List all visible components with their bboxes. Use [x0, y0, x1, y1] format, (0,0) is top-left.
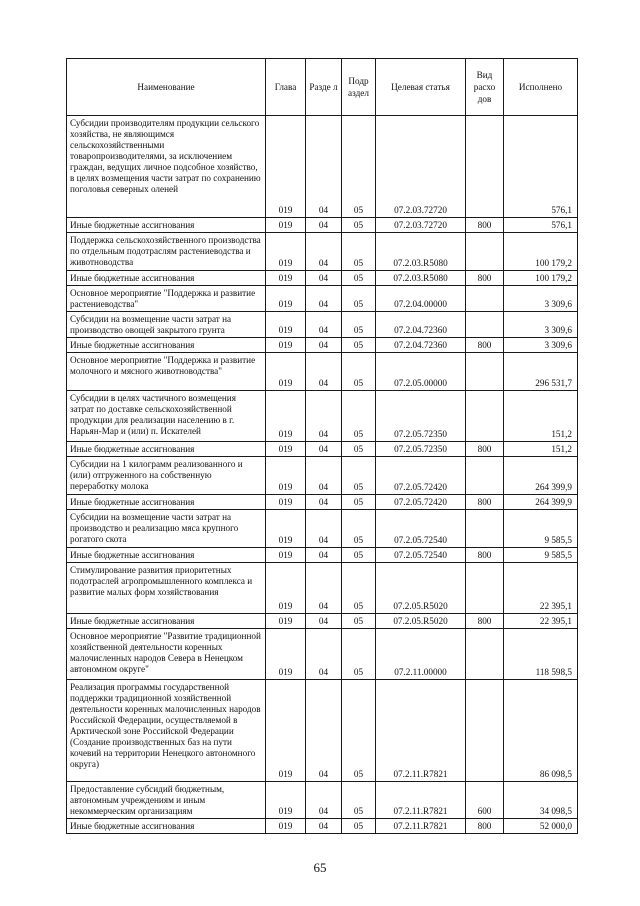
cell-subsection: 05 — [342, 312, 376, 338]
cell-chapter: 019 — [266, 782, 306, 819]
header-executed: Исполнено — [504, 59, 578, 116]
cell-subsection: 05 — [342, 782, 376, 819]
header-target: Целевая статья — [376, 59, 466, 116]
cell-name: Основное мероприятие "Поддержка и развитие растениеводства" — [67, 286, 266, 312]
cell-target: 07.2.05.72420 — [376, 457, 466, 495]
cell-target: 07.2.05.72350 — [376, 442, 466, 457]
cell-name: Иные бюджетные ассигнования — [67, 442, 266, 457]
cell-executed: 52 000,0 — [504, 819, 578, 834]
cell-target: 07.2.05.R5020 — [376, 614, 466, 629]
cell-section: 04 — [306, 782, 342, 819]
cell-name: Иные бюджетные ассигнования — [67, 614, 266, 629]
cell-subsection: 05 — [342, 218, 376, 233]
cell-chapter: 019 — [266, 353, 306, 391]
table-row — [67, 233, 578, 271]
cell-expense-type — [466, 286, 504, 312]
cell-chapter: 019 — [266, 312, 306, 338]
table-header-row — [67, 59, 578, 116]
cell-chapter: 019 — [266, 233, 306, 271]
table-row — [67, 286, 578, 312]
cell-section: 04 — [306, 116, 342, 218]
cell-target: 07.2.04.00000 — [376, 286, 466, 312]
cell-section: 04 — [306, 614, 342, 629]
table-row — [67, 629, 578, 680]
page-number: 65 — [313, 860, 327, 875]
cell-expense-type: 800 — [466, 495, 504, 510]
cell-expense-type — [466, 629, 504, 680]
table-row — [67, 680, 578, 782]
cell-expense-type: 800 — [466, 819, 504, 834]
cell-chapter: 019 — [266, 457, 306, 495]
cell-executed: 151,2 — [504, 442, 578, 457]
cell-chapter: 019 — [266, 819, 306, 834]
header-expense-type: Вид расхо дов — [466, 59, 504, 116]
cell-subsection: 05 — [342, 819, 376, 834]
cell-executed: 34 098,5 — [504, 782, 578, 819]
cell-expense-type: 800 — [466, 614, 504, 629]
table-row — [67, 782, 578, 819]
cell-chapter: 019 — [266, 548, 306, 563]
table-row — [67, 510, 578, 548]
cell-name: Иные бюджетные ассигнования — [67, 495, 266, 510]
header-name: Наименование — [67, 59, 266, 116]
cell-expense-type — [466, 563, 504, 614]
cell-subsection: 05 — [342, 233, 376, 271]
cell-expense-type: 800 — [466, 338, 504, 353]
cell-name: Предоставление субсидий бюджетным, автономным учреждениям и иным некоммерческим организациям — [67, 782, 266, 819]
cell-chapter: 019 — [266, 614, 306, 629]
cell-expense-type: 800 — [466, 271, 504, 286]
cell-executed: 151,2 — [504, 391, 578, 442]
cell-subsection: 05 — [342, 442, 376, 457]
cell-target: 07.2.05.72350 — [376, 391, 466, 442]
cell-expense-type — [466, 353, 504, 391]
cell-section: 04 — [306, 271, 342, 286]
cell-section: 04 — [306, 391, 342, 442]
cell-section: 04 — [306, 286, 342, 312]
cell-name: Стимулирование развития приоритетных подотраслей агропромышленного комплекса и развитие малых форм хозяйствования — [67, 563, 266, 614]
table-row — [67, 563, 578, 614]
table-row — [67, 116, 578, 218]
table-row — [67, 457, 578, 495]
cell-chapter: 019 — [266, 629, 306, 680]
cell-target: 07.2.05.72540 — [376, 548, 466, 563]
cell-subsection: 05 — [342, 457, 376, 495]
cell-expense-type — [466, 680, 504, 782]
cell-executed: 576,1 — [504, 116, 578, 218]
cell-executed: 100 179,2 — [504, 233, 578, 271]
cell-name: Субсидии на 1 килограмм реализованного и (или) отгруженного на собственную переработку молока — [67, 457, 266, 495]
table-row — [67, 391, 578, 442]
cell-section: 04 — [306, 218, 342, 233]
cell-executed: 100 179,2 — [504, 271, 578, 286]
cell-executed: 22 395,1 — [504, 614, 578, 629]
table-row — [67, 271, 578, 286]
cell-chapter: 019 — [266, 286, 306, 312]
cell-target: 07.2.03.R5080 — [376, 233, 466, 271]
cell-executed: 118 598,5 — [504, 629, 578, 680]
cell-subsection: 05 — [342, 680, 376, 782]
cell-target: 07.2.11.R7821 — [376, 680, 466, 782]
cell-subsection: 05 — [342, 353, 376, 391]
table-row — [67, 819, 578, 834]
cell-target: 07.2.03.72720 — [376, 218, 466, 233]
table-body — [67, 116, 578, 834]
cell-expense-type: 600 — [466, 782, 504, 819]
cell-executed: 22 395,1 — [504, 563, 578, 614]
cell-executed: 3 309,6 — [504, 338, 578, 353]
cell-target: 07.2.05.R5020 — [376, 563, 466, 614]
cell-name: Иные бюджетные ассигнования — [67, 218, 266, 233]
cell-section: 04 — [306, 338, 342, 353]
cell-name: Иные бюджетные ассигнования — [67, 271, 266, 286]
cell-name: Субсидии производителям продукции сельского хозяйства, не являющимся сельскохозяйственными товаропроизводителями, за исключением граждан, ведущих личное подсобное хозяйство, в целях возмещения части затрат по сохранению поголовья северных оленей — [67, 116, 266, 218]
cell-chapter: 019 — [266, 442, 306, 457]
cell-executed: 296 531,7 — [504, 353, 578, 391]
cell-expense-type — [466, 233, 504, 271]
table-row — [67, 548, 578, 563]
cell-chapter: 019 — [266, 510, 306, 548]
cell-subsection: 05 — [342, 286, 376, 312]
cell-target: 07.2.04.72360 — [376, 312, 466, 338]
cell-section: 04 — [306, 563, 342, 614]
cell-name: Иные бюджетные ассигнования — [67, 338, 266, 353]
cell-section: 04 — [306, 233, 342, 271]
cell-chapter: 019 — [266, 495, 306, 510]
header-chapter: Глава — [266, 59, 306, 116]
cell-name: Субсидии в целях частичного возмещения затрат по доставке сельскохозяйственной продукции для реализации населению в г. Нарьян-Мар и (или) п. Искателей — [67, 391, 266, 442]
cell-executed: 264 399,9 — [504, 495, 578, 510]
cell-target: 07.2.03.72720 — [376, 116, 466, 218]
cell-subsection: 05 — [342, 510, 376, 548]
cell-executed: 9 585,5 — [504, 510, 578, 548]
cell-chapter: 019 — [266, 338, 306, 353]
cell-target: 07.2.03.R5080 — [376, 271, 466, 286]
cell-name: Основное мероприятие "Развитие традиционной хозяйственной деятельности коренных малочисленных народов Севера в Ненецком автономном округе" — [67, 629, 266, 680]
table-row — [67, 495, 578, 510]
cell-executed: 86 098,5 — [504, 680, 578, 782]
cell-expense-type — [466, 116, 504, 218]
cell-executed: 264 399,9 — [504, 457, 578, 495]
cell-subsection: 05 — [342, 495, 376, 510]
cell-subsection: 05 — [342, 614, 376, 629]
cell-target: 07.2.04.72360 — [376, 338, 466, 353]
cell-section: 04 — [306, 457, 342, 495]
cell-subsection: 05 — [342, 338, 376, 353]
table-row — [67, 338, 578, 353]
cell-target: 07.2.11.R7821 — [376, 819, 466, 834]
cell-target: 07.2.05.00000 — [376, 353, 466, 391]
cell-section: 04 — [306, 312, 342, 338]
cell-subsection: 05 — [342, 629, 376, 680]
cell-subsection: 05 — [342, 271, 376, 286]
cell-subsection: 05 — [342, 116, 376, 218]
cell-section: 04 — [306, 495, 342, 510]
cell-target: 07.2.05.72420 — [376, 495, 466, 510]
cell-executed: 3 309,6 — [504, 286, 578, 312]
table-row — [67, 353, 578, 391]
table-row — [67, 312, 578, 338]
cell-executed: 9 585,5 — [504, 548, 578, 563]
cell-section: 04 — [306, 548, 342, 563]
cell-expense-type — [466, 312, 504, 338]
cell-executed: 3 309,6 — [504, 312, 578, 338]
cell-subsection: 05 — [342, 548, 376, 563]
cell-chapter: 019 — [266, 271, 306, 286]
cell-section: 04 — [306, 353, 342, 391]
cell-target: 07.2.05.72540 — [376, 510, 466, 548]
cell-subsection: 05 — [342, 391, 376, 442]
table-row — [67, 218, 578, 233]
cell-chapter: 019 — [266, 563, 306, 614]
cell-chapter: 019 — [266, 116, 306, 218]
cell-chapter: 019 — [266, 218, 306, 233]
cell-section: 04 — [306, 442, 342, 457]
cell-expense-type: 800 — [466, 442, 504, 457]
budget-table-container — [66, 58, 577, 834]
cell-chapter: 019 — [266, 680, 306, 782]
cell-name: Поддержка сельскохозяйственного производства по отдельным подотраслям растениеводства и животноводства — [67, 233, 266, 271]
cell-section: 04 — [306, 680, 342, 782]
cell-expense-type — [466, 391, 504, 442]
cell-section: 04 — [306, 510, 342, 548]
cell-section: 04 — [306, 819, 342, 834]
cell-target: 07.2.11.R7821 — [376, 782, 466, 819]
cell-expense-type: 800 — [466, 218, 504, 233]
cell-name: Иные бюджетные ассигнования — [67, 548, 266, 563]
cell-name: Основное мероприятие "Поддержка и развитие молочного и мясного животноводства" — [67, 353, 266, 391]
cell-name: Субсидии на возмещение части затрат на производство и реализацию мяса крупного рогатого скота — [67, 510, 266, 548]
cell-expense-type — [466, 457, 504, 495]
cell-name: Реализация программы государственной поддержки традиционной хозяйственной деятельности коренных малочисленных народов Российской Федерации, осуществляемой в Арктической зоне Российской Федерации (Создание производственных баз на пути кочевий на территории Ненецкого автономного округа) — [67, 680, 266, 782]
header-section: Разде л — [306, 59, 342, 116]
budget-table — [66, 58, 578, 834]
cell-expense-type — [466, 510, 504, 548]
cell-name: Иные бюджетные ассигнования — [67, 819, 266, 834]
cell-target: 07.2.11.00000 — [376, 629, 466, 680]
cell-section: 04 — [306, 629, 342, 680]
cell-executed: 576,1 — [504, 218, 578, 233]
cell-subsection: 05 — [342, 563, 376, 614]
header-subsection: Подр аздел — [342, 59, 376, 116]
table-row — [67, 614, 578, 629]
cell-chapter: 019 — [266, 391, 306, 442]
cell-name: Субсидии на возмещение части затрат на производство овощей закрытого грунта — [67, 312, 266, 338]
cell-expense-type: 800 — [466, 548, 504, 563]
table-row — [67, 442, 578, 457]
